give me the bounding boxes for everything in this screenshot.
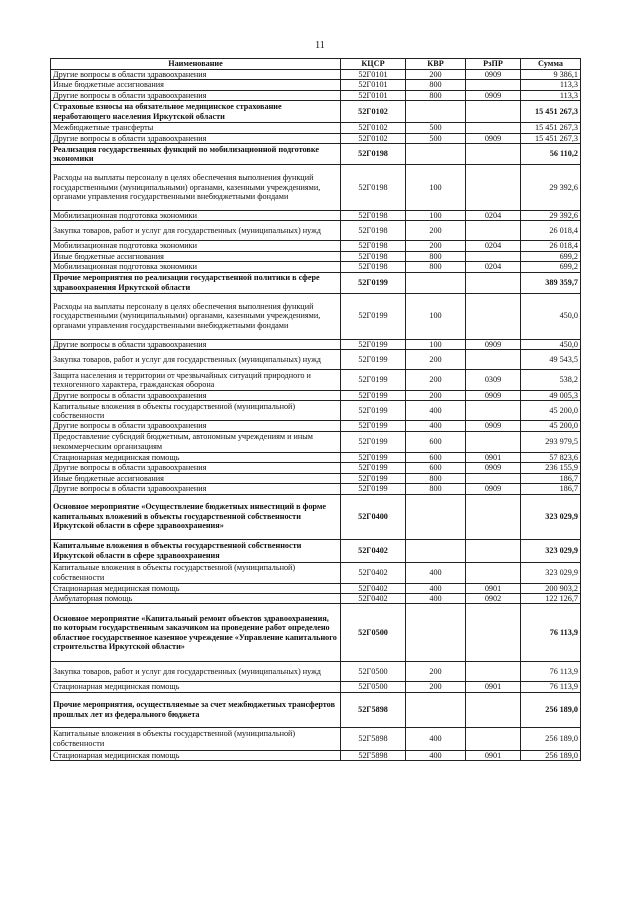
cell-name: Амбулаторная помощь bbox=[51, 593, 341, 603]
cell-name: Страховые взносы на обязательное медицинское страхование неработающего населения Иркутской области bbox=[51, 101, 341, 123]
cell-kcsr: 52Г0402 bbox=[341, 593, 406, 603]
cell-kvr: 200 bbox=[406, 370, 466, 391]
cell-kcsr: 52Г0500 bbox=[341, 682, 406, 692]
cell-name: Другие вопросы в области здравоохранения bbox=[51, 133, 341, 143]
cell-name: Прочие мероприятия по реализации государственной политики в сфере здравоохранения Иркутской области bbox=[51, 272, 341, 293]
cell-rzpr bbox=[466, 539, 521, 562]
table-row bbox=[51, 750, 581, 760]
cell-sum: 256 189,0 bbox=[521, 750, 581, 760]
table-row bbox=[51, 452, 581, 462]
cell-sum: 9 386,1 bbox=[521, 70, 581, 80]
cell-rzpr: 0204 bbox=[466, 211, 521, 221]
cell-name: Стационарная медицинская помощь bbox=[51, 750, 341, 760]
cell-name: Капитальные вложения в объекты государственной собственности Иркутской области в сфере здравоохранения bbox=[51, 539, 341, 562]
cell-name: Реализация государственных функций по мобилизационной подготовке экономики bbox=[51, 144, 341, 165]
cell-kvr: 400 bbox=[406, 750, 466, 760]
cell-sum: 29 392,6 bbox=[521, 165, 581, 211]
cell-sum: 293 979,5 bbox=[521, 431, 581, 452]
cell-name: Другие вопросы в области здравоохранения bbox=[51, 391, 341, 401]
header-kvr: КВР bbox=[406, 59, 466, 70]
cell-name: Другие вопросы в области здравоохранения bbox=[51, 463, 341, 473]
cell-kcsr: 52Г0198 bbox=[341, 241, 406, 251]
cell-sum: 15 451 267,3 bbox=[521, 101, 581, 123]
cell-kvr: 800 bbox=[406, 80, 466, 90]
cell-rzpr bbox=[466, 272, 521, 293]
cell-sum: 186,7 bbox=[521, 484, 581, 494]
cell-name: Иные бюджетные ассигнования bbox=[51, 473, 341, 483]
cell-rzpr bbox=[466, 80, 521, 90]
cell-kvr: 400 bbox=[406, 727, 466, 750]
table-row bbox=[51, 90, 581, 100]
cell-sum: 200 903,2 bbox=[521, 583, 581, 593]
cell-name: Другие вопросы в области здравоохранения bbox=[51, 339, 341, 349]
cell-kcsr: 52Г0198 bbox=[341, 221, 406, 241]
cell-sum: 186,7 bbox=[521, 473, 581, 483]
cell-rzpr: 0901 bbox=[466, 750, 521, 760]
table-row bbox=[51, 727, 581, 750]
cell-rzpr: 0902 bbox=[466, 593, 521, 603]
table-row bbox=[51, 463, 581, 473]
table-row bbox=[51, 165, 581, 211]
page-number: 11 bbox=[315, 40, 325, 51]
cell-name: Основное мероприятие «Капитальный ремонт объектов здравоохранения, по которым государственным заказчиком на проведение работ определено областное государственное казенное учреждение «Управление капитального строительства Иркутской области» bbox=[51, 604, 341, 662]
cell-kvr: 400 bbox=[406, 401, 466, 421]
table-row bbox=[51, 583, 581, 593]
cell-name: Стационарная медицинская помощь bbox=[51, 452, 341, 462]
table-row bbox=[51, 604, 581, 662]
cell-sum: 113,3 bbox=[521, 80, 581, 90]
cell-rzpr bbox=[466, 692, 521, 727]
cell-rzpr bbox=[466, 101, 521, 123]
cell-rzpr: 0909 bbox=[466, 463, 521, 473]
cell-kcsr: 52Г0199 bbox=[341, 431, 406, 452]
header-name: Наименование bbox=[51, 59, 341, 70]
cell-sum: 49 005,3 bbox=[521, 391, 581, 401]
table-row bbox=[51, 431, 581, 452]
cell-kcsr: 52Г5898 bbox=[341, 750, 406, 760]
cell-sum: 45 200,0 bbox=[521, 401, 581, 421]
cell-kvr bbox=[406, 604, 466, 662]
cell-kcsr: 52Г0101 bbox=[341, 90, 406, 100]
cell-rzpr: 0909 bbox=[466, 421, 521, 431]
header-rzpr: РзПР bbox=[466, 59, 521, 70]
cell-kcsr: 52Г0199 bbox=[341, 293, 406, 339]
table-row bbox=[51, 241, 581, 251]
cell-kvr: 600 bbox=[406, 463, 466, 473]
cell-name: Расходы на выплаты персоналу в целях обеспечения выполнения функций государственными (муниципальными) органами, казенными учреждениями, органами управления государственными внебюджетными фондами bbox=[51, 165, 341, 211]
cell-sum: 389 359,7 bbox=[521, 272, 581, 293]
cell-kvr: 400 bbox=[406, 562, 466, 583]
cell-kvr: 400 bbox=[406, 421, 466, 431]
table-row bbox=[51, 350, 581, 370]
cell-name: Другие вопросы в области здравоохранения bbox=[51, 484, 341, 494]
cell-kvr bbox=[406, 494, 466, 539]
cell-rzpr: 0909 bbox=[466, 133, 521, 143]
cell-sum: 76 113,9 bbox=[521, 682, 581, 692]
cell-kcsr: 52Г0101 bbox=[341, 80, 406, 90]
table-row bbox=[51, 539, 581, 562]
cell-sum: 323 029,9 bbox=[521, 562, 581, 583]
cell-kvr: 200 bbox=[406, 221, 466, 241]
cell-name: Капитальные вложения в объекты государственной (муниципальной) собственности bbox=[51, 727, 341, 750]
table-row bbox=[51, 339, 581, 349]
table-row bbox=[51, 593, 581, 603]
cell-sum: 49 543,5 bbox=[521, 350, 581, 370]
cell-rzpr bbox=[466, 165, 521, 211]
cell-rzpr bbox=[466, 251, 521, 261]
cell-rzpr bbox=[466, 473, 521, 483]
cell-kcsr: 52Г0500 bbox=[341, 604, 406, 662]
table-row bbox=[51, 662, 581, 682]
cell-kvr: 800 bbox=[406, 251, 466, 261]
cell-rzpr bbox=[466, 494, 521, 539]
cell-kcsr: 52Г0402 bbox=[341, 562, 406, 583]
cell-sum: 236 155,9 bbox=[521, 463, 581, 473]
cell-rzpr bbox=[466, 123, 521, 133]
cell-name: Другие вопросы в области здравоохранения bbox=[51, 90, 341, 100]
cell-kvr: 600 bbox=[406, 431, 466, 452]
cell-name: Мобилизационная подготовка экономики bbox=[51, 262, 341, 272]
cell-kvr: 800 bbox=[406, 262, 466, 272]
cell-sum: 45 200,0 bbox=[521, 421, 581, 431]
cell-rzpr: 0909 bbox=[466, 70, 521, 80]
cell-kcsr: 52Г0402 bbox=[341, 583, 406, 593]
cell-sum: 122 126,7 bbox=[521, 593, 581, 603]
table-row bbox=[51, 562, 581, 583]
table-row bbox=[51, 262, 581, 272]
header-sum: Сумма bbox=[521, 59, 581, 70]
cell-kcsr: 52Г0500 bbox=[341, 662, 406, 682]
cell-kcsr: 52Г0199 bbox=[341, 484, 406, 494]
cell-name: Стационарная медицинская помощь bbox=[51, 682, 341, 692]
cell-sum: 76 113,9 bbox=[521, 604, 581, 662]
cell-sum: 256 189,0 bbox=[521, 727, 581, 750]
table-row bbox=[51, 101, 581, 123]
cell-kcsr: 52Г0199 bbox=[341, 339, 406, 349]
cell-kvr: 800 bbox=[406, 484, 466, 494]
cell-sum: 56 110,2 bbox=[521, 144, 581, 165]
cell-name: Капитальные вложения в объекты государственной (муниципальной) собственности bbox=[51, 562, 341, 583]
table-row bbox=[51, 370, 581, 391]
cell-kcsr: 52Г0102 bbox=[341, 123, 406, 133]
cell-kcsr: 52Г0199 bbox=[341, 401, 406, 421]
cell-sum: 699,2 bbox=[521, 262, 581, 272]
cell-kvr: 200 bbox=[406, 682, 466, 692]
cell-kcsr: 52Г0102 bbox=[341, 133, 406, 143]
cell-kcsr: 52Г0101 bbox=[341, 70, 406, 80]
cell-rzpr: 0909 bbox=[466, 484, 521, 494]
cell-name: Межбюджетные трансферты bbox=[51, 123, 341, 133]
cell-name: Закупка товаров, работ и услуг для государственных (муниципальных) нужд bbox=[51, 350, 341, 370]
cell-kcsr: 52Г0199 bbox=[341, 421, 406, 431]
cell-name: Закупка товаров, работ и услуг для государственных (муниципальных) нужд bbox=[51, 221, 341, 241]
cell-kcsr: 52Г0199 bbox=[341, 350, 406, 370]
table-row bbox=[51, 144, 581, 165]
budget-table bbox=[50, 58, 581, 761]
table-row bbox=[51, 272, 581, 293]
header-kcsr: КЦСР bbox=[341, 59, 406, 70]
cell-kcsr: 52Г0198 bbox=[341, 211, 406, 221]
cell-sum: 450,0 bbox=[521, 293, 581, 339]
cell-rzpr bbox=[466, 350, 521, 370]
cell-sum: 29 392,6 bbox=[521, 211, 581, 221]
cell-rzpr bbox=[466, 144, 521, 165]
cell-kvr: 200 bbox=[406, 662, 466, 682]
cell-kvr bbox=[406, 144, 466, 165]
table-body bbox=[51, 70, 581, 761]
cell-rzpr: 0909 bbox=[466, 339, 521, 349]
cell-kcsr: 52Г0198 bbox=[341, 165, 406, 211]
cell-name: Прочие мероприятия, осуществляемые за счет межбюджетных трансфертов прошлых лет из федерального бюджета bbox=[51, 692, 341, 727]
cell-kvr: 100 bbox=[406, 339, 466, 349]
cell-rzpr bbox=[466, 221, 521, 241]
cell-kvr: 500 bbox=[406, 123, 466, 133]
table-row bbox=[51, 251, 581, 261]
cell-rzpr bbox=[466, 604, 521, 662]
cell-rzpr bbox=[466, 293, 521, 339]
cell-sum: 15 451 267,3 bbox=[521, 123, 581, 133]
table-header-row bbox=[51, 59, 581, 70]
cell-name: Иные бюджетные ассигнования bbox=[51, 80, 341, 90]
cell-name: Защита населения и территории от чрезвычайных ситуаций природного и техногенного характера, гражданская оборона bbox=[51, 370, 341, 391]
cell-kvr: 200 bbox=[406, 350, 466, 370]
table-row bbox=[51, 682, 581, 692]
cell-name: Мобилизационная подготовка экономики bbox=[51, 241, 341, 251]
cell-name: Закупка товаров, работ и услуг для государственных (муниципальных) нужд bbox=[51, 662, 341, 682]
table-row bbox=[51, 80, 581, 90]
cell-kvr: 400 bbox=[406, 593, 466, 603]
cell-kcsr: 52Г0199 bbox=[341, 452, 406, 462]
cell-kvr bbox=[406, 692, 466, 727]
cell-kvr: 800 bbox=[406, 473, 466, 483]
cell-kvr: 100 bbox=[406, 165, 466, 211]
table-row bbox=[51, 692, 581, 727]
table-row bbox=[51, 293, 581, 339]
cell-sum: 113,3 bbox=[521, 90, 581, 100]
cell-kcsr: 52Г0199 bbox=[341, 391, 406, 401]
table-row bbox=[51, 70, 581, 80]
cell-kvr: 200 bbox=[406, 70, 466, 80]
cell-kcsr: 52Г0198 bbox=[341, 251, 406, 261]
cell-kcsr: 52Г0198 bbox=[341, 262, 406, 272]
cell-rzpr: 0901 bbox=[466, 682, 521, 692]
cell-rzpr bbox=[466, 431, 521, 452]
table-row bbox=[51, 401, 581, 421]
cell-kvr bbox=[406, 272, 466, 293]
cell-kvr bbox=[406, 539, 466, 562]
cell-sum: 256 189,0 bbox=[521, 692, 581, 727]
cell-sum: 26 018,4 bbox=[521, 221, 581, 241]
cell-kcsr: 52Г0402 bbox=[341, 539, 406, 562]
cell-name: Расходы на выплаты персоналу в целях обеспечения выполнения функций государственными (муниципальными) органами, казенными учреждениями, органами управления государственными внебюджетными фондами bbox=[51, 293, 341, 339]
cell-sum: 450,0 bbox=[521, 339, 581, 349]
cell-sum: 15 451 267,3 bbox=[521, 133, 581, 143]
cell-name: Предоставление субсидий бюджетным, автономным учреждениям и иным некоммерческим организациям bbox=[51, 431, 341, 452]
cell-kcsr: 52Г0199 bbox=[341, 272, 406, 293]
cell-kcsr: 52Г0102 bbox=[341, 101, 406, 123]
cell-kcsr: 52Г5898 bbox=[341, 727, 406, 750]
cell-sum: 57 823,6 bbox=[521, 452, 581, 462]
cell-name: Стационарная медицинская помощь bbox=[51, 583, 341, 593]
cell-rzpr: 0909 bbox=[466, 90, 521, 100]
cell-sum: 76 113,9 bbox=[521, 662, 581, 682]
cell-rzpr: 0204 bbox=[466, 262, 521, 272]
cell-kvr: 800 bbox=[406, 90, 466, 100]
cell-name: Мобилизационная подготовка экономики bbox=[51, 211, 341, 221]
table-row bbox=[51, 484, 581, 494]
table-row bbox=[51, 421, 581, 431]
cell-kcsr: 52Г0198 bbox=[341, 144, 406, 165]
cell-name: Другие вопросы в области здравоохранения bbox=[51, 70, 341, 80]
cell-kvr: 400 bbox=[406, 583, 466, 593]
cell-kvr: 600 bbox=[406, 452, 466, 462]
cell-kvr: 500 bbox=[406, 133, 466, 143]
cell-sum: 538,2 bbox=[521, 370, 581, 391]
table-row bbox=[51, 211, 581, 221]
cell-name: Другие вопросы в области здравоохранения bbox=[51, 421, 341, 431]
cell-name: Капитальные вложения в объекты государственной (муниципальной) собственности bbox=[51, 401, 341, 421]
cell-kvr: 200 bbox=[406, 391, 466, 401]
cell-kcsr: 52Г0199 bbox=[341, 370, 406, 391]
cell-rzpr: 0309 bbox=[466, 370, 521, 391]
table-row bbox=[51, 123, 581, 133]
cell-name: Иные бюджетные ассигнования bbox=[51, 251, 341, 261]
table-row bbox=[51, 473, 581, 483]
cell-kvr: 200 bbox=[406, 241, 466, 251]
cell-kcsr: 52Г0199 bbox=[341, 463, 406, 473]
cell-name: Основное мероприятие «Осуществление бюджетных инвестиций в форме капитальных вложений в объекты государственной собственности Иркутской области в сфере здравоохранения» bbox=[51, 494, 341, 539]
cell-kcsr: 52Г0199 bbox=[341, 473, 406, 483]
cell-rzpr bbox=[466, 662, 521, 682]
cell-kvr: 100 bbox=[406, 211, 466, 221]
cell-kcsr: 52Г0400 bbox=[341, 494, 406, 539]
cell-rzpr bbox=[466, 401, 521, 421]
table-row bbox=[51, 221, 581, 241]
cell-sum: 323 029,9 bbox=[521, 494, 581, 539]
cell-kvr: 100 bbox=[406, 293, 466, 339]
table-row bbox=[51, 494, 581, 539]
table-row bbox=[51, 133, 581, 143]
cell-rzpr: 0909 bbox=[466, 391, 521, 401]
cell-rzpr bbox=[466, 727, 521, 750]
cell-rzpr: 0901 bbox=[466, 452, 521, 462]
cell-sum: 323 029,9 bbox=[521, 539, 581, 562]
cell-rzpr bbox=[466, 562, 521, 583]
cell-kcsr: 52Г5898 bbox=[341, 692, 406, 727]
cell-kvr bbox=[406, 101, 466, 123]
cell-rzpr: 0204 bbox=[466, 241, 521, 251]
cell-sum: 699,2 bbox=[521, 251, 581, 261]
table-row bbox=[51, 391, 581, 401]
cell-sum: 26 018,4 bbox=[521, 241, 581, 251]
cell-rzpr: 0901 bbox=[466, 583, 521, 593]
